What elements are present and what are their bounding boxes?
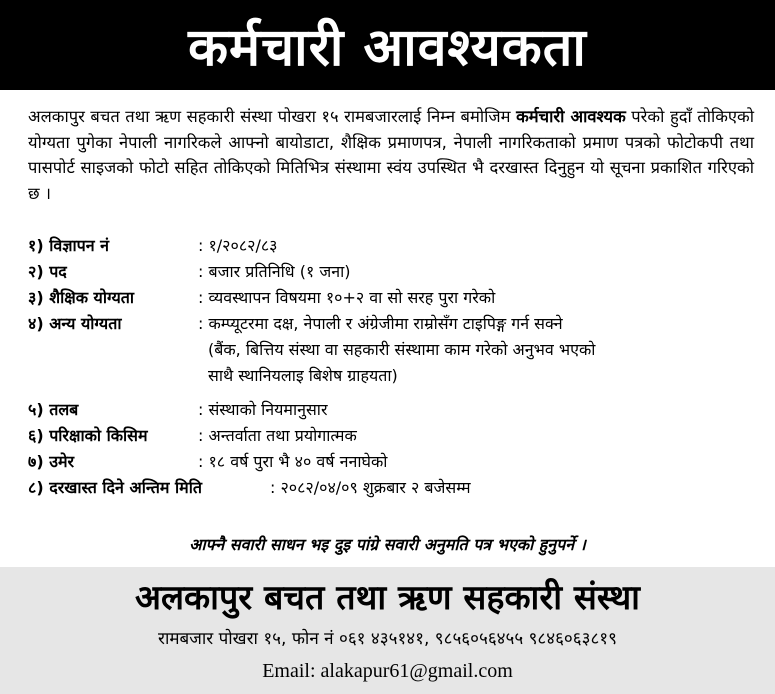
item-value: साथै स्थानियलाइ बिशेष ग्राहयता) [208, 366, 398, 385]
list-item [28, 233, 768, 259]
list-item [28, 397, 768, 423]
requirements-list [28, 233, 768, 501]
item-value: : संस्थाको नियमानुसार [198, 400, 328, 419]
item-value: : बजार प्रतिनिधि (१ जना) [198, 262, 351, 281]
contact-info: रामबजार पोखरा १५, फोन नं ०६१ ४३५१४१, ९८५६०५६४५५ ९८४६०६३८१९ [158, 629, 617, 649]
item-value: : २०८२/०४/०९ शुक्रबार २ बजेसम्म [270, 478, 471, 497]
item-label: ७) उमेर [28, 452, 75, 471]
item-value: : १८ वर्ष पुरा भै ४० वर्ष ननाघेको [198, 452, 388, 471]
list-item [28, 311, 768, 337]
item-value: : कम्प्यूटरमा दक्ष, नेपाली र अंग्रेजीमा राम्रोसँग टाइपिङ्ग गर्न सक्ने [198, 314, 563, 333]
item-label: २) पद [28, 262, 67, 281]
list-item-continuation [28, 337, 768, 363]
intro-paragraph [28, 104, 754, 206]
item-label: ६) परिक्षाको किसिम [28, 426, 148, 445]
intro-text-1: अलकापुर बचत तथा ऋण सहकारी संस्था पोखरा १५ रामबजारलाई निम्न बमोजिम [28, 107, 517, 126]
page-title: कर्मचारी आवश्यकता [188, 17, 587, 78]
list-item [28, 449, 768, 475]
item-value: : १/२०८२/८३ [198, 236, 278, 255]
item-label: ८) दरखास्त दिने अन्तिम मिति [28, 478, 203, 497]
list-item [28, 475, 768, 501]
item-label: ५) तलब [28, 400, 79, 419]
intro-text-2: परेको हुदाँ तोकिएको योग्यता पुगेका नेपाली नागरिकले आफ्नो बायोडाटा, शैक्षिक प्रमाणपत्र, नेपाली नागरिकताको प्रमाण पत्रको फोटोकपी तथा पासपोर्ट साइजको फोटो सहित तोकिएको मितिभित्र संस्थामा स्वंय उपस्थित भै दरखास्त दिनुहुन यो सूचना प्रकाशित गरिएको छ । [28, 107, 754, 203]
list-item [28, 423, 768, 449]
item-value: (बैंक, बित्तिय संस्था वा सहकारी संस्थामा काम गरेको अनुभव भएको [208, 340, 596, 359]
email-address: Email: alakapur61@gmail.com [262, 660, 513, 682]
item-value: : अन्तर्वाता तथा प्रयोगात्मक [198, 426, 357, 445]
list-item-continuation [28, 363, 768, 389]
intro-bold-text: कर्मचारी आवश्यक [516, 107, 626, 126]
list-item [28, 285, 768, 311]
title-banner [0, 0, 775, 90]
item-label: १) विज्ञापन नं [28, 236, 110, 255]
item-label: ४) अन्य योग्यता [28, 314, 122, 333]
list-item [28, 259, 768, 285]
requirement-note: आफ्नै सवारी साधन भइ दुइ पांग्रे सवारी अनुमति पत्र भएको हुनुपर्ने । [189, 535, 586, 554]
item-value: : व्यवस्थापन विषयमा १०+२ वा सो सरह पुरा गरेको [198, 288, 496, 307]
item-label: ३) शैक्षिक योग्यता [28, 288, 135, 307]
organization-name: अलकापुर बचत तथा ऋण सहकारी संस्था [135, 578, 640, 618]
